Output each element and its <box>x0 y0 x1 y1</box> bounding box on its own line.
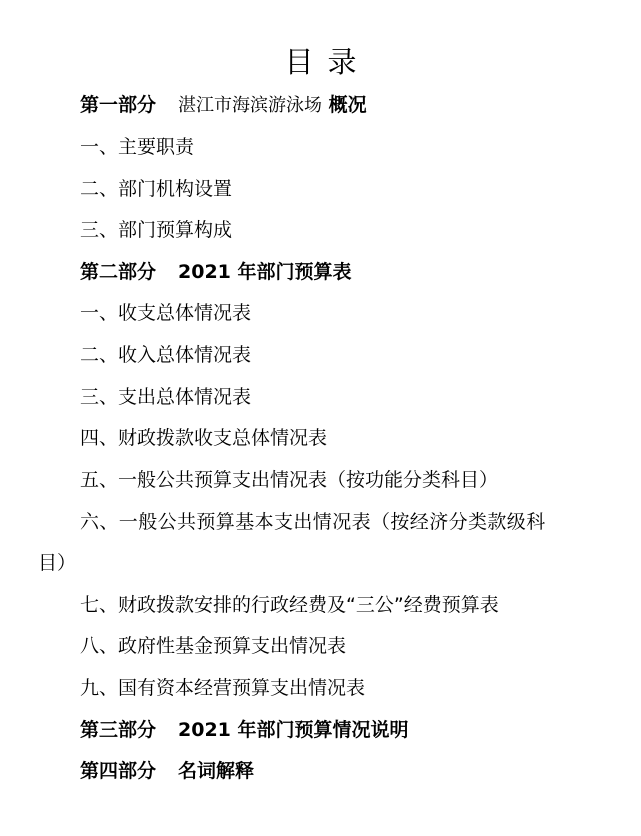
page-title: 目录 <box>284 45 371 79</box>
toc-item[interactable]: 一、收支总体情况表 <box>80 302 252 324</box>
part-1-label: 第一部分 <box>80 94 157 116</box>
toc-item[interactable]: 二、部门机构设置 <box>80 178 233 200</box>
toc-item-continuation[interactable]: 目） <box>38 552 77 574</box>
toc-item[interactable]: 五、一般公共预算支出情况表（按功能分类科目） <box>80 469 499 491</box>
part-1-org-name: 湛江市海滨游泳场 <box>178 95 323 116</box>
toc-item[interactable]: 七、财政拨款安排的行政经费及“三公”经费预算表 <box>80 594 499 616</box>
toc-item[interactable]: 三、部门预算构成 <box>80 219 233 241</box>
toc-item[interactable]: 一、主要职责 <box>80 136 195 158</box>
toc-part-3[interactable] <box>80 716 409 744</box>
toc-part-2[interactable] <box>80 258 352 286</box>
toc-item[interactable]: 八、政府性基金预算支出情况表 <box>80 635 347 657</box>
part-4-label: 第四部分 <box>80 760 157 782</box>
part-1-suffix: 概况 <box>328 94 367 116</box>
toc-item[interactable]: 九、国有资本经营预算支出情况表 <box>80 677 366 699</box>
toc-part-4[interactable] <box>80 757 254 785</box>
part-4-text: 名词解释 <box>178 760 255 782</box>
toc-item[interactable]: 六、一般公共预算基本支出情况表（按经济分类款级科 <box>80 511 546 533</box>
part-2-text: 2021 年部门预算表 <box>178 261 352 283</box>
part-3-label: 第三部分 <box>80 719 157 741</box>
part-2-label: 第二部分 <box>80 261 157 283</box>
toc-item[interactable]: 四、财政拨款收支总体情况表 <box>80 427 328 449</box>
toc-item[interactable]: 二、收入总体情况表 <box>80 344 252 366</box>
toc-part-1[interactable] <box>80 91 367 120</box>
toc-item[interactable]: 三、支出总体情况表 <box>80 386 252 408</box>
part-3-text: 2021 年部门预算情况说明 <box>178 719 409 741</box>
